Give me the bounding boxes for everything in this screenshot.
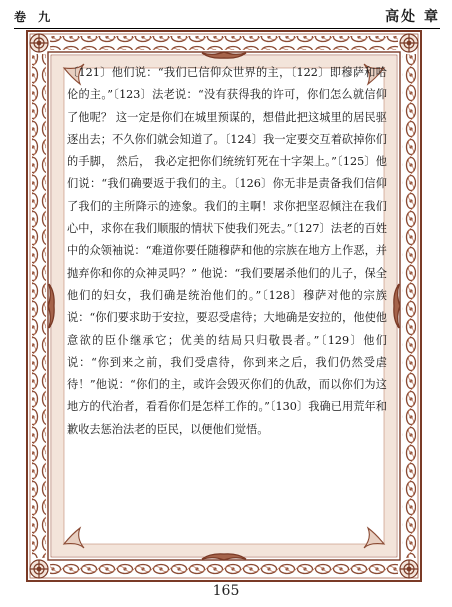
- volume-label: 卷 九: [14, 10, 55, 24]
- chapter-title: 高处 章: [385, 9, 440, 25]
- verses-121-130: 〔121〕他们说：“我们已信仰众世界的主，〔122〕即穆萨和哈伦的主。”〔123〕法老说：“没有获得我的许可，你们怎么就信仰了他呢？ 这一定是你们在城里预谋的，想借此把这城里的居民驱逐出去；不久你们就会知道了。〔124〕我一定要交互着砍掉你们的手脚， 然后， 我必定把你们统统钉死在十字架上。”〔125〕他们说：“我们确要返于我们的主。〔126〕你无非是责备我们信仰了我们的主所降示的迹象。我们的主啊！求你把坚忍倾注在我们心中，求你在我们顺服的情状下使我们死去。”〔127〕法老的百姓中的众领袖说：“难道你要任随穆萨和他的宗族在地方上作恶，并抛弃你和你的众神灵吗？” 他说：“我们要屠杀他们的儿子，保全他们的妇女，我们确是统治他们的。”〔128〕穆萨对他的宗族说：“你们要求助于安拉，要忍受虐待；大地确是安拉的，他使他意欲的臣仆继承它；优美的结局只归敬畏者。”〔129〕他们说：“你到来之前，我们受虐待，你到来之后，我们仍然受虐待！”他说：“你们的主，或许会毁灭你们的仇敌，而以你们为这地方的代治者，看看你们是怎样工作的。”〔130〕我确已用荒年和歉收去惩治法老的臣民，以便他们觉悟。: [67, 66, 387, 436]
- header-rule: [14, 28, 440, 29]
- scripture-text: [67, 62, 387, 508]
- page-number: 165: [212, 583, 240, 599]
- running-header: [14, 6, 440, 28]
